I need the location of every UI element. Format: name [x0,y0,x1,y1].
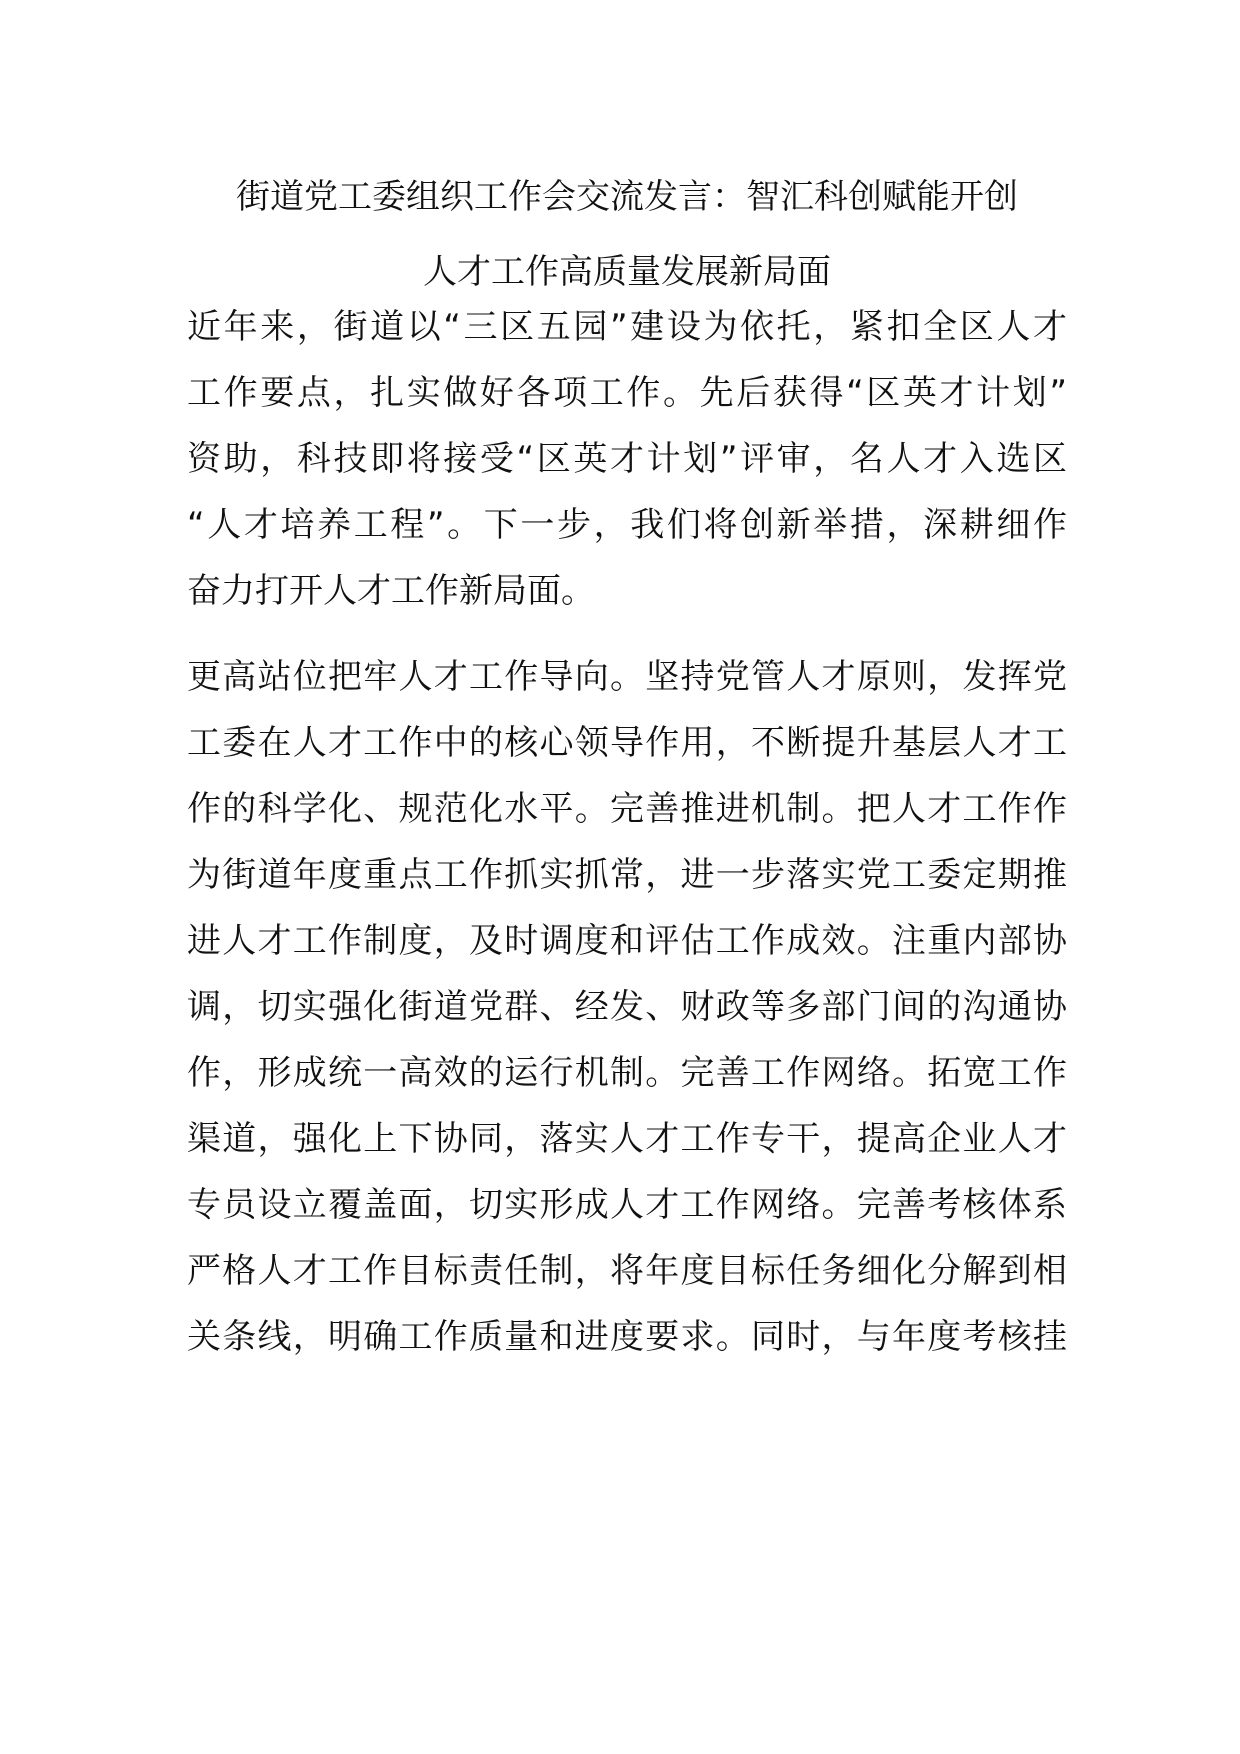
paragraph-line: 作，形成统一高效的运行机制。完善工作网络。拓宽工作 [187,1053,1067,1093]
paragraph-line: 进人才工作制度，及时调度和评估工作成效。注重内部协 [187,921,1067,961]
paragraph-line: 资助，科技即将接受“区英才计划”评审，名人才入选区 [187,439,1067,479]
paragraph-line: 作的科学化、规范化水平。完善推进机制。把人才工作作 [187,789,1067,829]
paragraph-line: 调，切实强化街道党群、经发、财政等多部门间的沟通协 [187,987,1067,1027]
paragraph-line: 奋力打开人才工作新局面。 [187,571,595,611]
paragraph-line: 为街道年度重点工作抓实抓常，进一步落实党工委定期推 [187,855,1067,895]
paragraph-line: 工委在人才工作中的核心领导作用，不断提升基层人才工 [187,723,1067,763]
document-title-line-2: 人才工作高质量发展新局面 [423,252,831,292]
paragraph-line: “人才培养工程”。下一步，我们将创新举措，深耕细作 [187,505,1067,545]
document-title-line-1: 街道党工委组织工作会交流发言：智汇科创赋能开创 [236,177,1018,217]
paragraph-line: 更高站位把牢人才工作导向。坚持党管人才原则，发挥党 [187,657,1067,697]
paragraph-line: 渠道，强化上下协同，落实人才工作专干，提高企业人才 [187,1119,1067,1159]
paragraph-line: 关条线，明确工作质量和进度要求。同时，与年度考核挂 [187,1317,1067,1357]
paragraph-line: 专员设立覆盖面，切实形成人才工作网络。完善考核体系 [187,1185,1067,1225]
paragraph-line: 严格人才工作目标责任制，将年度目标任务细化分解到相 [187,1251,1067,1291]
paragraph-line: 近年来，街道以“三区五园”建设为依托，紧扣全区人才 [187,307,1067,347]
paragraph-line: 工作要点，扎实做好各项工作。先后获得“区英才计划” [187,373,1067,413]
